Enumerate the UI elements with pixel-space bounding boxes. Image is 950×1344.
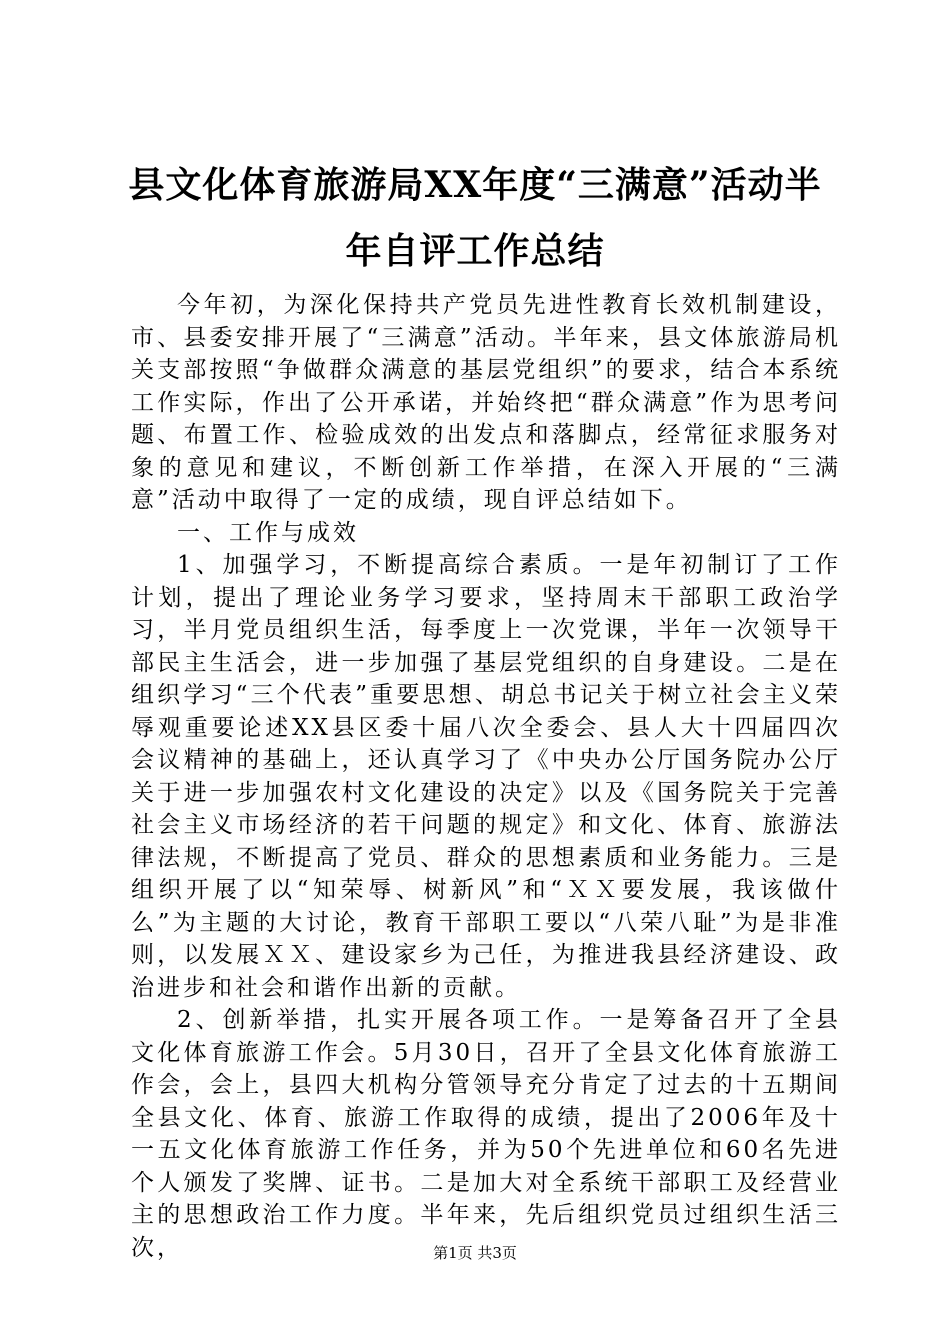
page-footer: 第1页 共3页 <box>433 1244 517 1262</box>
paragraph-intro: 今年初，为深化保持共产党员先进性教育长效机制建设，市、县委安排开展了“三满意”活动。半年来，县文体旅游局机关支部按照“争做群众满意的基层党组织”的要求，结合本系统工作实际，作出了公开承诺，并始终把“群众满意”作为思考问题、布置工作、检验成效的出发点和落脚点，经常征求服务对象的意见和建议，不断创新工作举措，在深入开展的“三满意”活动中取得了一定的成绩，现自评总结如下。 <box>131 292 841 513</box>
title-line-2: 年自评工作总结 <box>345 230 605 272</box>
document-title <box>100 152 850 284</box>
section-heading-work-results: 一、工作与成效 <box>177 519 359 546</box>
paragraph-innovation: 2、创新举措，扎实开展各项工作。一是筹备召开了全县文化体育旅游工作会。5月30日，召开了全县文化体育旅游工作会，会上，县四大机构分管领导充分肯定了过去的十五期间全县文化、体育、旅游工作取得的成绩，提出了2006年及十一五文化体育旅游工作任务，并为50个先进单位和60名先进个人颁发了奖牌、证书。二是加大对全系统干部职工及经营业主的思想政治工作力度。半年来，先后组织党员过组织生活三次， <box>131 1007 841 1261</box>
document-body <box>131 289 841 1264</box>
paragraph-study: 1、加强学习，不断提高综合素质。一是年初制订了工作计划，提出了理论业务学习要求，坚持周末干部职工政治学习，半月党员组织生活，每季度上一次党课，半年一次领导干部民主生活会，进一步加强了基层党组织的自身建设。二是在组织学习“三个代表”重要思想、胡总书记关于树立社会主义荣辱观重要论述XX县区委十届八次全委会、县人大十四届四次会议精神的基础上，还认真学习了《中央办公厅国务院办公厅关于进一步加强农村文化建设的决定》以及《国务院关于完善社会主义市场经济的若干问题的规定》和文化、体育、旅游法律法规，不断提高了党员、群众的思想素质和业务能力。三是组织开展了以“知荣辱、树新风”和“ＸＸ要发展，我该做什么”为主题的大讨论，教育干部职工要以“八荣八耻”为是非准则，以发展ＸＸ、建设家乡为己任，为推进我县经济建设、政治进步和社会和谐作出新的贡献。 <box>131 552 841 1001</box>
title-line-1: 县文化体育旅游局XX年度“三满意”活动半 <box>128 164 822 206</box>
